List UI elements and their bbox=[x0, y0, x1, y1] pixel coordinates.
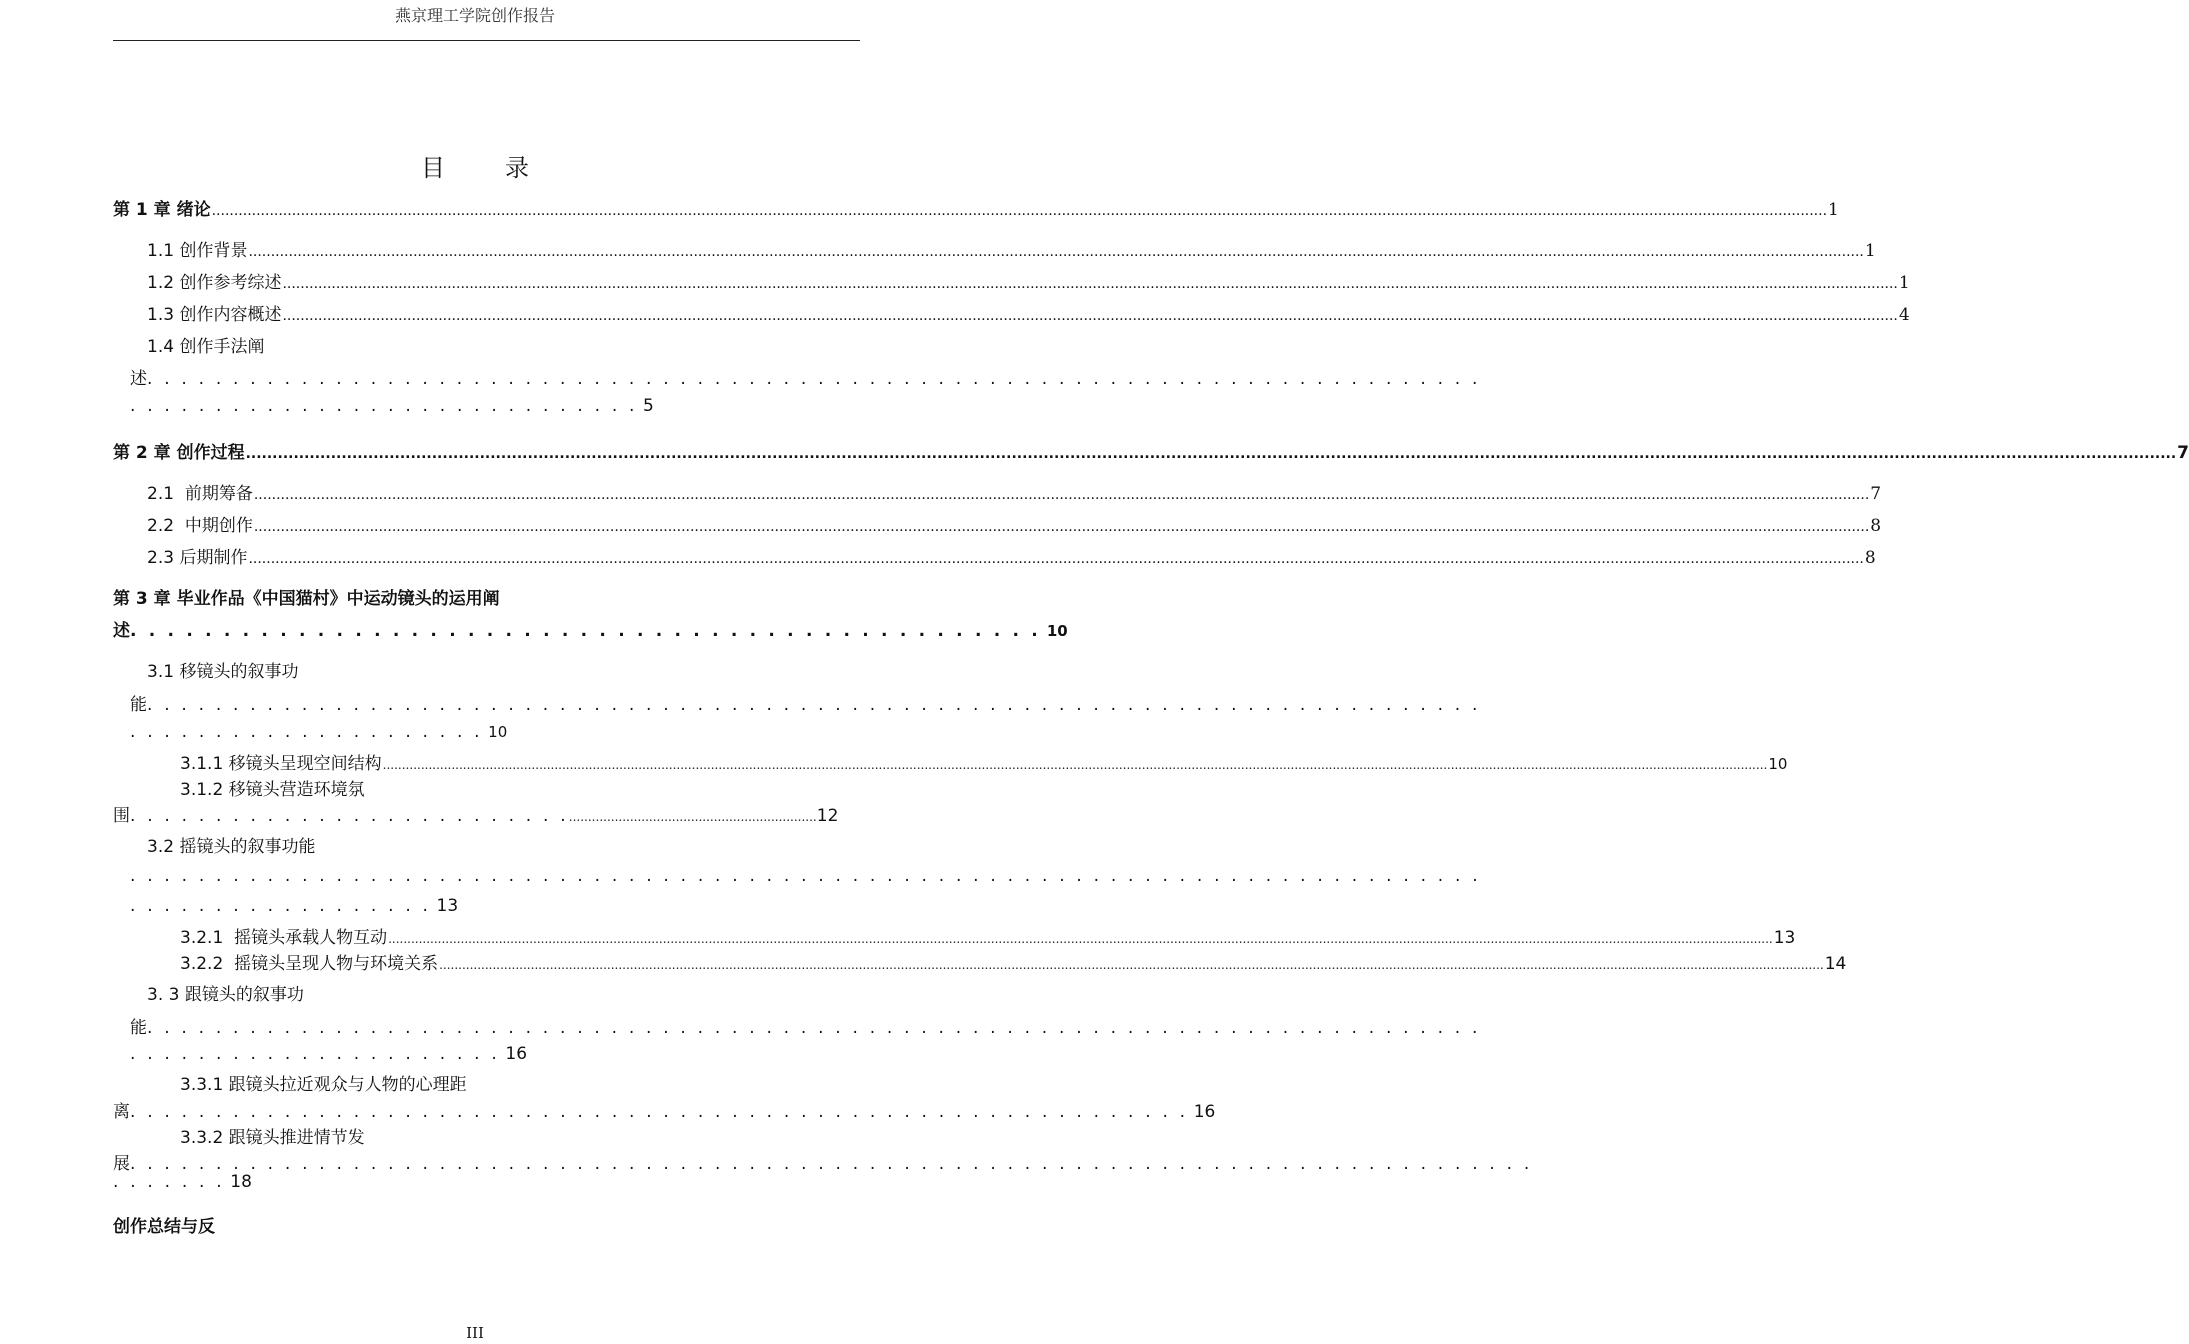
toc-page-number: 7 bbox=[2177, 443, 2189, 463]
toc-entry-label: 跟镜头推进情节发 bbox=[228, 1128, 365, 1148]
toc-entry-label-cont: 述 bbox=[113, 621, 130, 641]
toc-page-number: 13 bbox=[1773, 928, 1796, 948]
toc-entry-chapter-3-cont bbox=[113, 616, 1068, 641]
toc-entry-1-3[interactable] bbox=[147, 300, 1910, 325]
toc-entry-number: 1.4 bbox=[147, 337, 175, 357]
toc-entry-3-3-2[interactable] bbox=[180, 1123, 365, 1148]
toc-entry-3-3-2-page-line bbox=[113, 1172, 252, 1192]
page-header: 燕京理工学院创作报告 bbox=[394, 6, 555, 25]
toc-entry-3-2-leader bbox=[130, 866, 1481, 886]
toc-entry-number: 2.3 bbox=[147, 548, 175, 568]
toc-entry-2-2[interactable] bbox=[147, 511, 1882, 536]
toc-entry-3-3-1[interactable] bbox=[180, 1070, 467, 1095]
toc-page-number: 10 bbox=[1768, 755, 1788, 773]
toc-entry-number: 2.2 bbox=[147, 516, 175, 536]
toc-entry-number: 3.1.2 bbox=[180, 780, 224, 800]
toc-leader: . . . . . . . . . . . . . . . . . . . . . . . . . . . . . . . . . . . . . . . . . . . . . . . . . . . . . . . . . . . . . . . . . . . . . . . . . . . . . . bbox=[147, 1018, 1481, 1038]
toc-entry-3-1-page-line bbox=[130, 722, 507, 742]
toc-leader: . . . . . . . . . . . . . . . . . . . . . . . . . . . . . . . . . . . . . . . . . . . . . . . . . . . . . . . . . . . . . . . . . . . . . . . . . . . . . . . bbox=[130, 866, 1481, 886]
toc-entry-3-2-2[interactable] bbox=[180, 949, 1847, 974]
toc-entry-number: 3.1.1 bbox=[180, 754, 224, 774]
toc-entry-2-1[interactable] bbox=[147, 479, 1882, 504]
toc-entry-1-4[interactable] bbox=[147, 332, 264, 357]
toc-entry-label: 摇镜头呈现人物与环境关系 bbox=[234, 954, 439, 974]
toc-entry-3-3-1-cont bbox=[113, 1097, 1215, 1122]
toc-entry-label-cont: 围 bbox=[113, 806, 130, 826]
toc-entry-number: 1.3 bbox=[147, 305, 175, 325]
toc-leader bbox=[212, 203, 1827, 219]
toc-leader bbox=[254, 519, 1869, 535]
toc-entry-label: 3.1 移镜头的叙事功 bbox=[147, 662, 299, 682]
toc-entry-2-3[interactable] bbox=[147, 543, 1876, 568]
toc-leader bbox=[383, 758, 1768, 772]
toc-leader: . . . . . . . . . . . . . . . . . . . . . . . . . . . . . . bbox=[130, 396, 638, 416]
toc-entry-3-3-cont bbox=[130, 1013, 1481, 1038]
toc-leader: . . . . . . . . . . . . . . . . . . . . . . . . . . bbox=[130, 806, 569, 826]
toc-entry-3-2-1[interactable] bbox=[180, 923, 1796, 948]
toc-page-number: 1 bbox=[1828, 200, 1839, 220]
toc-entry-chapter-3[interactable] bbox=[113, 584, 500, 609]
toc-entry-label-cont: 能 bbox=[130, 695, 147, 715]
toc-entry-label: 3. 3 跟镜头的叙事功 bbox=[147, 985, 304, 1005]
toc-page-number: 16 bbox=[1193, 1102, 1216, 1122]
toc-entry-number: 2.1 bbox=[147, 484, 175, 504]
toc-entry-3-3-2-cont bbox=[113, 1149, 1533, 1174]
toc-entry-label: 创作总结与反 bbox=[113, 1217, 215, 1237]
toc-entry-label: 摇镜头承载人物互动 bbox=[234, 928, 388, 948]
toc-title: 目 录 bbox=[421, 154, 547, 182]
toc-page-number: 10 bbox=[1046, 622, 1068, 640]
toc-entry-label-cont: 述 bbox=[130, 369, 147, 389]
toc-leader: . . . . . . . . . . . . . . . . . . . . . . . . . . . . . . . . . . . . . . . . . . . . . . . . . . . . . . . . . . . . . . . . . . . . . . . . . . . . . . . . . . bbox=[130, 1154, 1533, 1174]
toc-leader: . . . . . . . . . . . . . . . . . . . . . . . . . . . . . . . . . . . . . . . . . . . . . . . . . bbox=[130, 621, 1041, 641]
toc-entry-number: 1.2 bbox=[147, 273, 175, 293]
toc-entry-1-2[interactable] bbox=[147, 268, 1910, 293]
toc-page-number: 5 bbox=[643, 396, 654, 416]
toc-entry-1-1[interactable] bbox=[147, 236, 1876, 261]
toc-leader: . . . . . . . . . . . . . . . . . . . . . . . . . . . . . . . . . . . . . . . . . . . . . . . . . . . . . . . . . . . . . . bbox=[130, 1102, 1189, 1122]
toc-entry-3-1[interactable] bbox=[147, 657, 298, 682]
toc-entry-label: 后期制作 bbox=[179, 548, 248, 568]
toc-leader: . . . . . . . . . . . . . . . . . . . . . . bbox=[130, 1044, 500, 1064]
toc-entry-label: 跟镜头拉近观众与人物的心理距 bbox=[228, 1075, 467, 1095]
toc-entry-3-1-cont bbox=[130, 690, 1481, 715]
toc-entry-label: 移镜头呈现空间结构 bbox=[228, 754, 382, 774]
toc-entry-3-1-2-cont bbox=[113, 801, 838, 826]
toc-entry-chapter-2[interactable] bbox=[113, 438, 2189, 463]
toc-entry-number: 1.1 bbox=[147, 241, 175, 261]
toc-leader bbox=[246, 446, 2177, 462]
toc-entry-number: 3.2.2 bbox=[180, 954, 224, 974]
toc-entry-label: 3.2 摇镜头的叙事功能 bbox=[147, 837, 316, 857]
toc-leader bbox=[282, 308, 1897, 324]
toc-leader bbox=[439, 958, 1824, 972]
toc-entry-3-3-page-line bbox=[130, 1044, 527, 1064]
toc-page-number: 4 bbox=[1898, 305, 1910, 325]
toc-page-number: 16 bbox=[505, 1044, 528, 1064]
toc-entry-3-1-2[interactable] bbox=[180, 775, 365, 800]
toc-page-number: 8 bbox=[1864, 548, 1876, 568]
toc-entry-number: 3.3.1 bbox=[180, 1075, 224, 1095]
toc-page-number: 1 bbox=[1898, 273, 1910, 293]
toc-leader: . . . . . . . bbox=[113, 1172, 225, 1192]
header-rule bbox=[113, 40, 860, 41]
toc-entry-3-2-page-line bbox=[130, 896, 458, 916]
toc-page-number: 1 bbox=[1864, 241, 1876, 261]
toc-entry-label: 第 3 章 毕业作品《中国猫村》中运动镜头的运用阐 bbox=[113, 589, 500, 609]
toc-leader: ................................................................. bbox=[568, 810, 817, 824]
toc-entry-3-3[interactable] bbox=[147, 980, 304, 1005]
toc-entry-label: 第 2 章 创作过程 bbox=[113, 443, 245, 463]
toc-entry-3-1-1[interactable] bbox=[180, 749, 1788, 774]
toc-page-number: 12 bbox=[816, 806, 839, 826]
toc-leader: . . . . . . . . . . . . . . . . . . . . . . . . . . . . . . . . . . . . . . . . . . . . . . . . . . . . . . . . . . . . . . . . . . . . . . . . . . . . . . bbox=[147, 695, 1481, 715]
toc-entry-label: 创作背景 bbox=[179, 241, 248, 261]
toc-entry-3-2[interactable] bbox=[147, 832, 315, 857]
toc-entry-1-4-page-line bbox=[130, 396, 654, 416]
toc-page-number: 7 bbox=[1870, 484, 1882, 504]
toc-page-number: 18 bbox=[230, 1172, 252, 1192]
toc-entry-label: 创作参考综述 bbox=[179, 273, 282, 293]
toc-leader bbox=[254, 487, 1869, 503]
toc-entry-label-cont: 离 bbox=[113, 1102, 130, 1122]
toc-leader: . . . . . . . . . . . . . . . . . . bbox=[130, 896, 432, 916]
toc-entry-label: 移镜头营造环境氛 bbox=[228, 780, 365, 800]
toc-entry-label: 前期筹备 bbox=[184, 484, 253, 504]
toc-entry-number: 3.2.1 bbox=[180, 928, 224, 948]
toc-leader bbox=[248, 551, 1863, 567]
toc-leader bbox=[388, 932, 1773, 946]
toc-entry-1-4-cont bbox=[130, 364, 1481, 389]
toc-leader: . . . . . . . . . . . . . . . . . . . . . bbox=[130, 722, 483, 742]
toc-entry-label-cont: 展 bbox=[113, 1154, 130, 1174]
toc-page-number: 13 bbox=[436, 896, 459, 916]
page-number: III bbox=[466, 1324, 484, 1342]
toc-leader: . . . . . . . . . . . . . . . . . . . . . . . . . . . . . . . . . . . . . . . . . . . . . . . . . . . . . . . . . . . . . . . . . . . . . . . . . . . . . . bbox=[147, 369, 1481, 389]
toc-entry-summary[interactable] bbox=[113, 1212, 215, 1237]
toc-page-number: 14 bbox=[1824, 954, 1847, 974]
toc-entry-chapter-1[interactable] bbox=[113, 195, 1839, 220]
toc-entry-label: 中期创作 bbox=[184, 516, 253, 536]
toc-entry-label-cont: 能 bbox=[130, 1018, 147, 1038]
toc-entry-label: 创作内容概述 bbox=[179, 305, 282, 325]
toc-leader bbox=[282, 276, 1897, 292]
toc-entry-label: 第 1 章 绪论 bbox=[113, 200, 211, 220]
toc-page-number: 10 bbox=[488, 723, 508, 741]
toc-page-number: 8 bbox=[1870, 516, 1882, 536]
toc-entry-number: 3.3.2 bbox=[180, 1128, 224, 1148]
toc-leader bbox=[248, 244, 1863, 260]
toc-entry-label: 创作手法阐 bbox=[179, 337, 265, 357]
